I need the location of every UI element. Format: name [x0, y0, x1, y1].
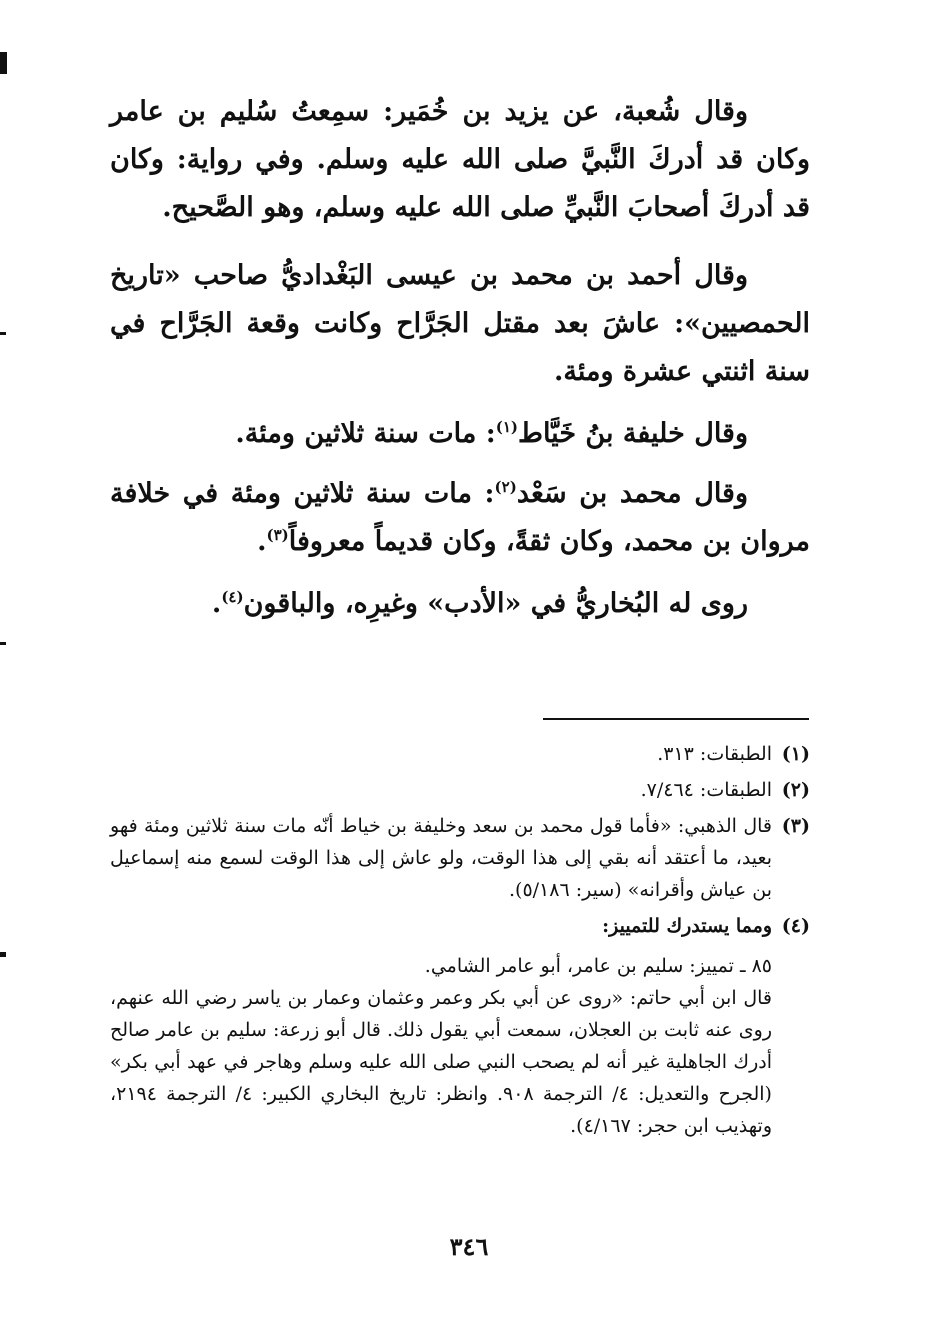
footnote: [110, 738, 810, 770]
footnote-ref[interactable]: (٣): [266, 526, 289, 544]
footnote-text: قال الذهبي: «فأما قول محمد بن سعد وخليفة بن خياط أنّه مات سنة ثلاثين ومئة فهو بعيد، ما أعتقد أنه بقي إلى هذا الوقت، ولو عاش إلى هذا الوقت لسمع منه إسماعيل بن عياش وأقرانه» (سير: ٥/١٨٦).: [110, 815, 772, 901]
sub-entry-title: ٨٥ ـ تمييز: سليم بن عامر، أبو عامر الشامي.: [424, 955, 772, 977]
footnote-ref[interactable]: (٤): [221, 588, 244, 606]
footnote-ref[interactable]: (٢): [494, 478, 517, 496]
text-segment: وقال محمد بن سَعْد: [516, 478, 748, 509]
footnote-number: (٤): [781, 915, 810, 937]
footnote-text: الطبقات: ٣١٣.: [657, 743, 772, 765]
margin-mark: [0, 332, 6, 335]
margin-mark: [0, 952, 6, 957]
text-segment: .: [257, 526, 267, 557]
footnote-number: (٢): [781, 779, 810, 801]
sub-entry: [110, 950, 772, 1142]
margin-mark: [0, 52, 7, 74]
footnote-number: (٣): [781, 815, 810, 837]
text-segment: روى له البُخاريُّ في «الأدب» وغيرِه، والباقون: [243, 588, 748, 619]
footnote: [110, 810, 810, 906]
sub-entry-body: قال ابن أبي حاتم: «روى عن أبي بكر وعمر وعثمان وعمار بن ياسر رضي الله عنهم، روى عنه ثابت بن العجلان، سمعت أبي يقول ذلك. قال أبو زرعة: سليم بن عامر صالح أدرك الجاهلية غير أنه لم يصحب النبي صلى الله عليه وسلم وهاجر في عهد أبي بكر» (الجرح والتعديل: ٤/ الترجمة ٩٠٨. وانظر: تاريخ البخاري الكبير: ٤/ الترجمة ٢١٩٤، وتهذيب ابن حجر: ٤/١٦٧).: [110, 987, 772, 1137]
footnote-text: الطبقات: ٧/٤٦٤.: [640, 779, 772, 801]
footnotes: [110, 738, 810, 1142]
text-segment: : مات سنة ثلاثين ومئة في خلافة مروان بن محمد، وكان ثقةً، وكان قديماً معروفاً: [110, 478, 810, 557]
footnote-separator: [543, 718, 809, 720]
text-segment: : مات سنة ثلاثين ومئة.: [235, 418, 496, 449]
footnote-number: (١): [781, 743, 810, 765]
text-segment: وقال خليفة بنُ خَيَّاط: [517, 418, 748, 449]
paragraph: [110, 470, 810, 566]
margin-mark: [0, 642, 6, 645]
paragraph: وقال أحمد بن محمد بن عيسى البَغْداديُّ صاحب «تاريخ الحمصيين»: عاشَ بعد مقتل الجَرَّاح وكانت وقعة الجَرَّاح في سنة اثنتي عشرة ومئة.: [110, 260, 810, 387]
paragraph: [110, 580, 810, 628]
text-segment: .: [211, 588, 222, 619]
footnote: [110, 910, 810, 942]
paragraph: وقال شُعبة، عن يزيد بن خُمَير: سمِعتُ سُليم بن عامر وكان قد أدركَ النَّبيَّ صلى الله عليه وسلم. وفي رواية: وكان قد أدركَ أصحابَ النَّبيِّ صلى الله عليه وسلم، وهو الصَّحيح.: [110, 96, 810, 223]
footnote: [110, 774, 810, 806]
main-text: [110, 88, 810, 642]
page-number: ٣٤٦: [449, 1232, 489, 1261]
paragraph: [110, 410, 810, 458]
footnote-ref[interactable]: (١): [495, 418, 518, 436]
footnote-text: ومما يستدرك للتمييز:: [602, 915, 772, 937]
